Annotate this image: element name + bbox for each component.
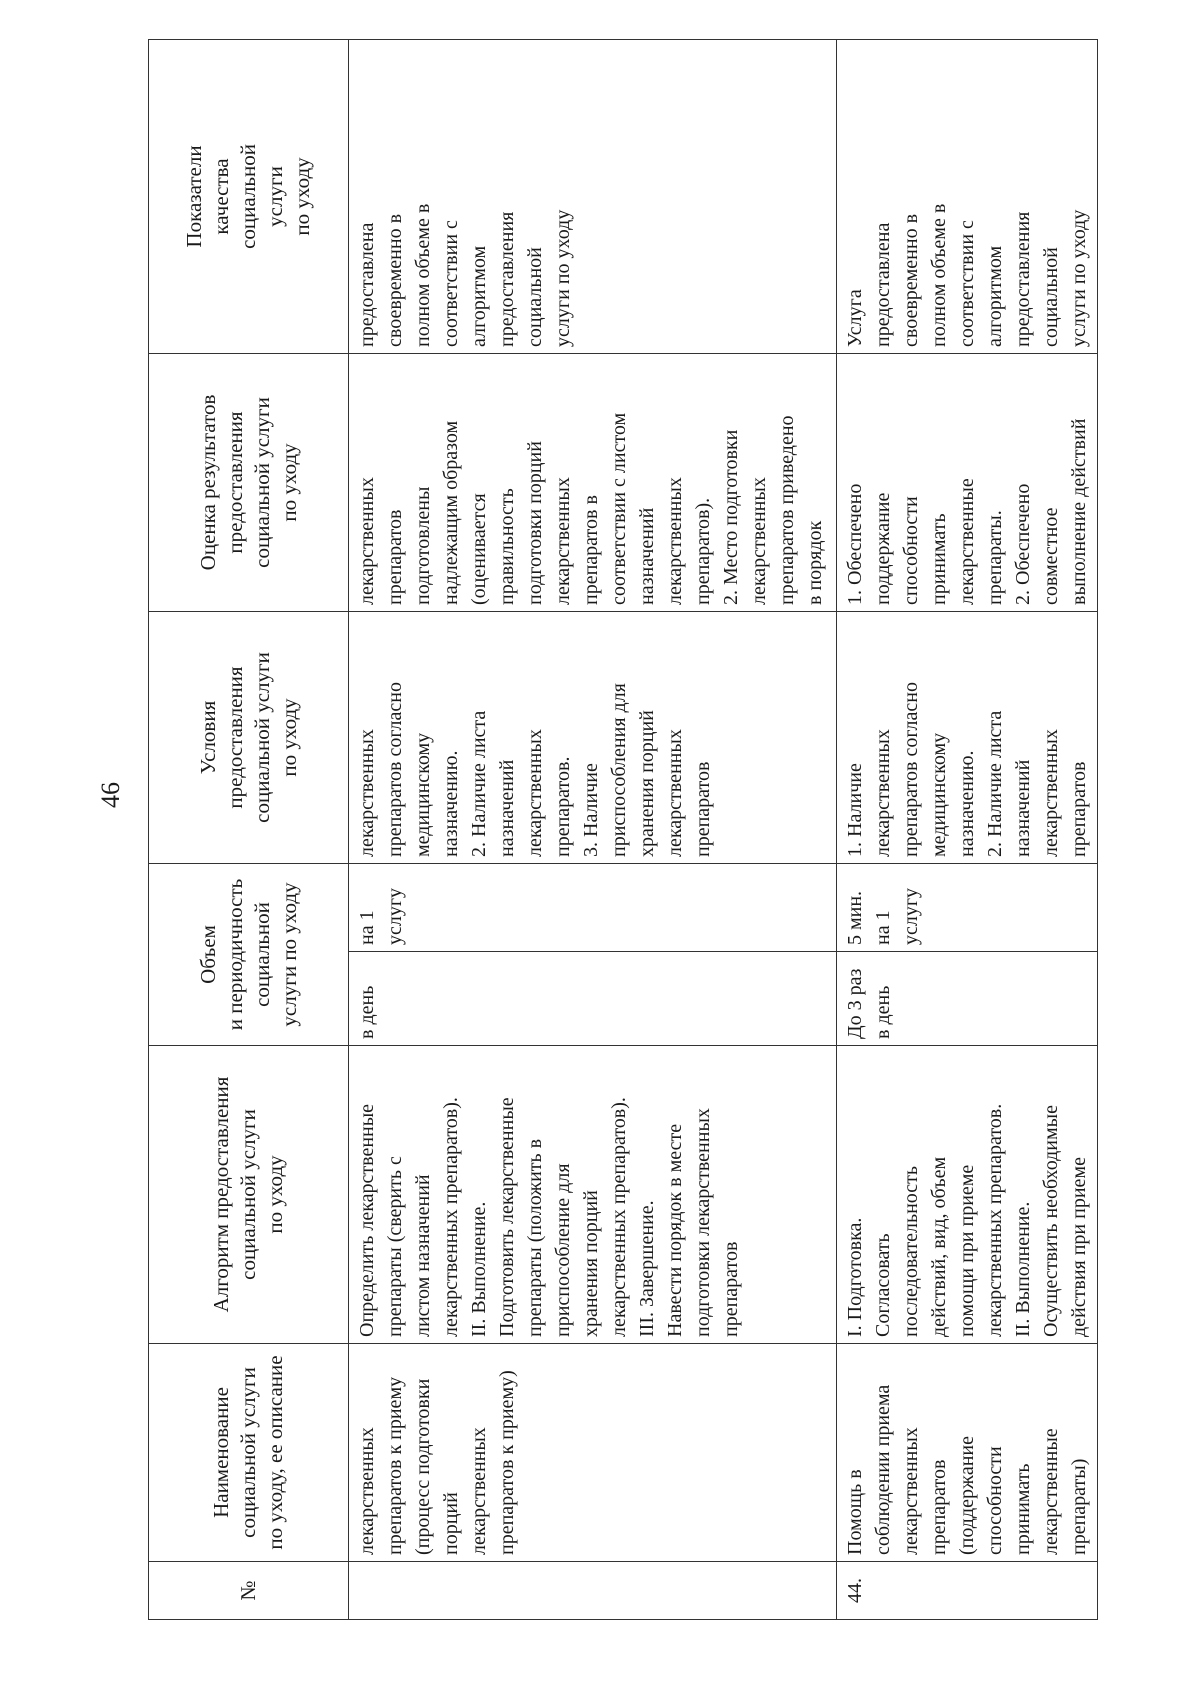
row-conditions: 1. Наличие лекарственных препаратов согласно медицинскому назначению. 2. Наличие листа назначений лекарственных препаратов (837, 611, 1098, 863)
row-num: 44. (837, 1562, 1098, 1620)
row-algorithm: Определить лекарственные препараты (сверить с листом назначений лекарственных препаратов). II. Выполнение. Подготовить лекарственные препараты (положить в приспособление для хранения порций лекарственных препаратов). III. Завершение. Навести порядок в месте подготовки лекарственных препаратов (349, 1046, 837, 1344)
row-name: лекарственных препаратов к приему (процесс подготовки порций лекарственных препаратов к приему) (349, 1344, 837, 1562)
header-row (149, 39, 349, 1619)
header-volume: Объем и периодичность социальной услуги по уходу (149, 863, 349, 1045)
table-row (837, 39, 1098, 1619)
services-table (148, 39, 1098, 1620)
table-row (349, 39, 837, 1619)
header-name: Наименование социальной услуги по уходу, ее описание (149, 1344, 349, 1562)
row-duration: на 1 услугу (349, 863, 837, 951)
row-algorithm: I. Подготовка. Согласовать последовательность действий, вид, объем помощи при приеме лекарственных препаратов. II. Выполнение. Осуществить необходимые действия при приеме (837, 1046, 1098, 1344)
row-num (349, 1562, 837, 1620)
row-frequency: в день (349, 952, 837, 1046)
header-evaluation: Оценка результатов предоставления социальной услуги по уходу (149, 353, 349, 611)
header-quality: Показатели качества социальной услуги по уходу (149, 39, 349, 353)
page-number: 46 (96, 782, 125, 808)
row-quality: Услуга предоставлена своевременно в полном объеме в соответствии с алгоритмом предоставления социальной услуги по уходу (837, 39, 1098, 353)
row-conditions: лекарственных препаратов согласно медицинскому назначению. 2. Наличие листа назначений лекарственных препаратов. 3. Наличие приспособления для хранения порций лекарственных препаратов (349, 611, 837, 863)
header-conditions: Условия предоставления социальной услуги по уходу (149, 611, 349, 863)
row-quality: предоставлена своевременно в полном объеме в соответствии с алгоритмом предоставления социальной услуги по уходу (349, 39, 837, 353)
row-evaluation: лекарственных препаратов подготовлены надлежащим образом (оценивается правильность подготовки порций лекарственных препаратов в соответствии с листом назначений лекарственных препаратов). 2. Место подготовки лекарственных препаратов приведено в порядок (349, 353, 837, 611)
row-duration: 5 мин. на 1 услугу (837, 863, 1098, 951)
row-evaluation: 1. Обеспечено поддержание способности принимать лекарственные препараты. 2. Обеспечено совместное выполнение действий (837, 353, 1098, 611)
row-frequency: До 3 раз в день (837, 952, 1098, 1046)
row-name: Помощь в соблюдении приема лекарственных препаратов (поддержание способности принимать лекарственные препараты) (837, 1344, 1098, 1562)
rotated-table-wrapper (148, 40, 1090, 1620)
header-num: № (149, 1562, 349, 1620)
header-algorithm: Алгоритм предоставления социальной услуги по уходу (149, 1046, 349, 1344)
